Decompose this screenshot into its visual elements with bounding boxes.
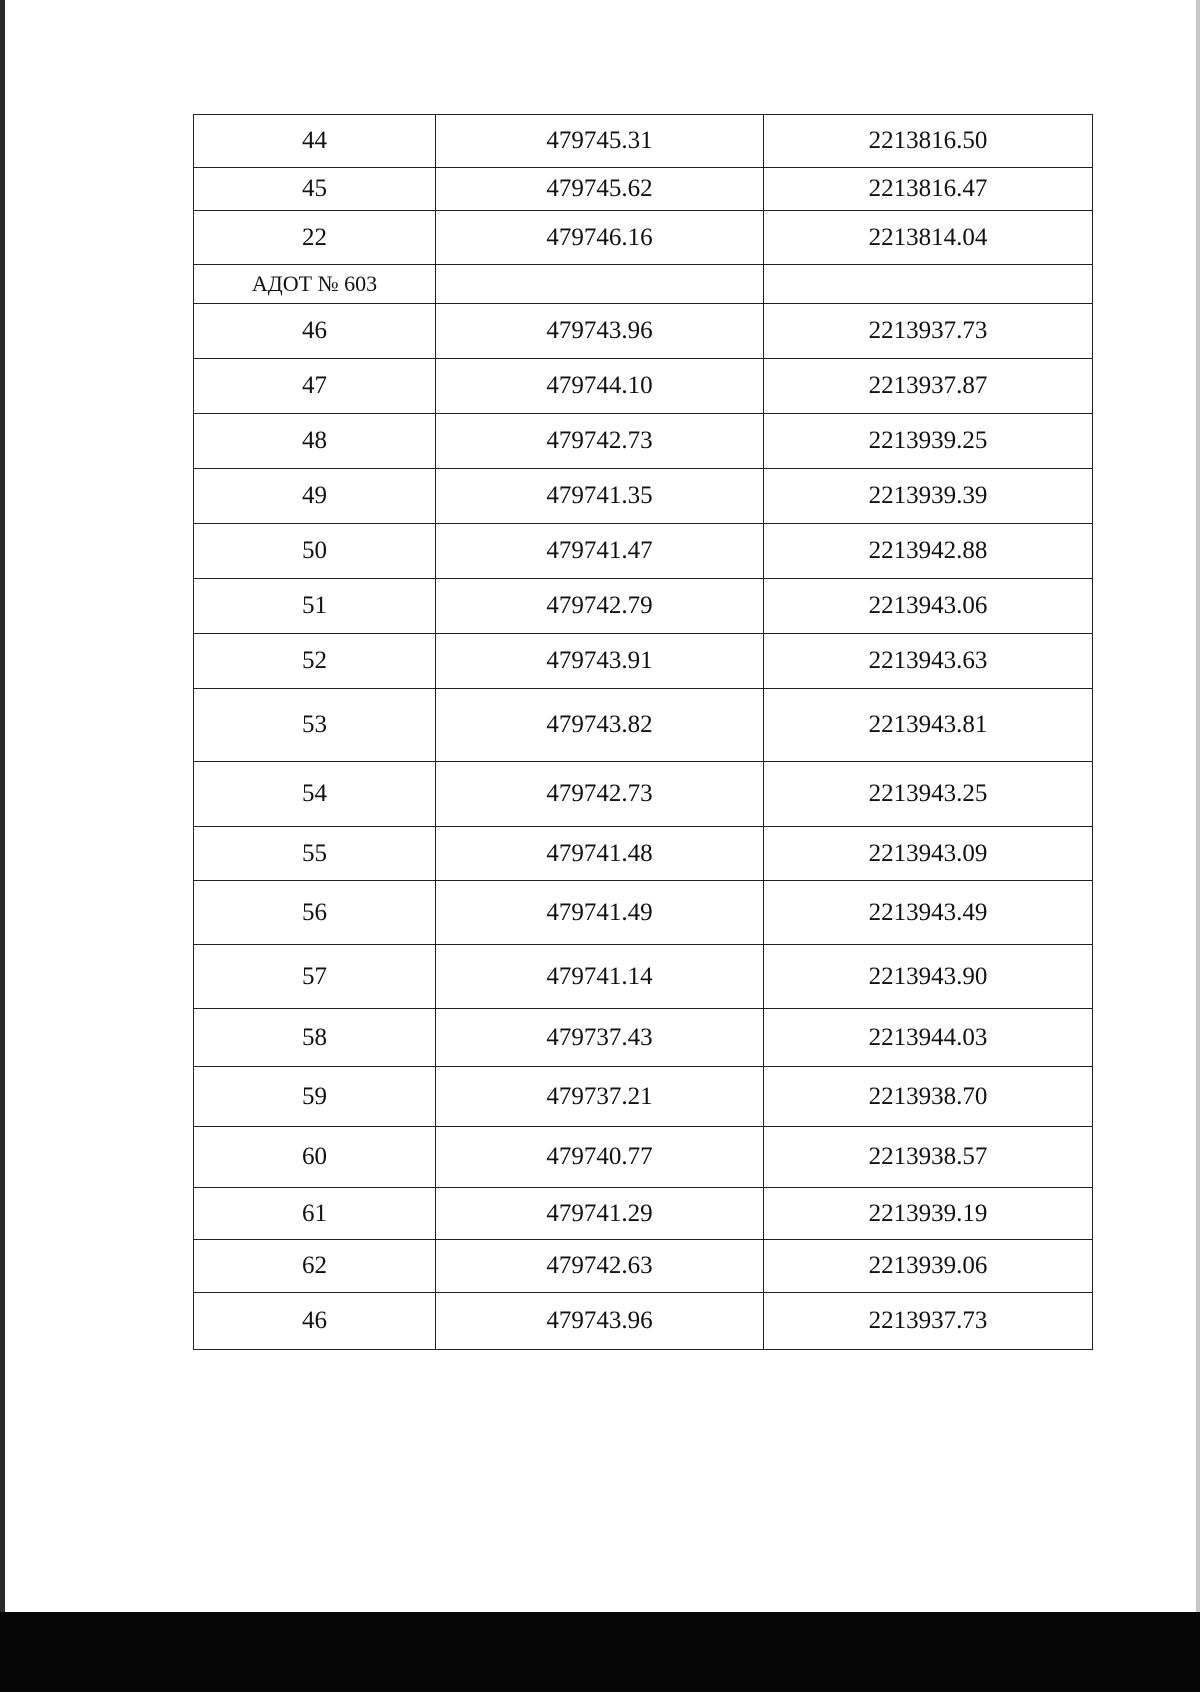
x-coordinate-cell: 479741.47 [436,524,764,579]
table-row [194,579,1093,634]
group-header-row [194,265,1093,304]
point-number-cell: 61 [194,1188,436,1240]
table-row [194,524,1093,579]
y-coordinate-cell: 2213943.63 [764,634,1093,689]
table-row [194,881,1093,945]
point-number-cell: 54 [194,762,436,827]
x-coordinate-cell: 479742.73 [436,762,764,827]
table-row [194,689,1093,762]
table-row [194,359,1093,414]
point-number-cell: 55 [194,827,436,881]
table-row [194,634,1093,689]
y-coordinate-cell: 2213943.25 [764,762,1093,827]
x-coordinate-cell: 479741.29 [436,1188,764,1240]
point-number-cell: 50 [194,524,436,579]
y-coordinate-cell: 2213937.73 [764,1293,1093,1350]
scan-left-edge [0,0,5,1692]
coordinates-table-container [193,114,1092,1350]
table-row [194,1127,1093,1188]
coordinates-table [193,114,1093,1350]
group-label-cell: АДОТ № 603 [194,265,436,304]
point-number-cell: 58 [194,1009,436,1067]
table-row [194,1240,1093,1293]
x-coordinate-cell: 479740.77 [436,1127,764,1188]
x-coordinate-cell: 479741.49 [436,881,764,945]
table-row [194,827,1093,881]
y-coordinate-cell: 2213943.06 [764,579,1093,634]
y-coordinate-cell: 2213944.03 [764,1009,1093,1067]
table-row [194,211,1093,265]
y-coordinate-cell: 2213938.70 [764,1067,1093,1127]
empty-cell [436,265,764,304]
point-number-cell: 53 [194,689,436,762]
table-row [194,115,1093,168]
x-coordinate-cell: 479744.10 [436,359,764,414]
x-coordinate-cell: 479743.96 [436,304,764,359]
y-coordinate-cell: 2213939.39 [764,469,1093,524]
table-row [194,762,1093,827]
table-row [194,1009,1093,1067]
table-row [194,945,1093,1009]
x-coordinate-cell: 479742.63 [436,1240,764,1293]
y-coordinate-cell: 2213939.25 [764,414,1093,469]
point-number-cell: 57 [194,945,436,1009]
point-number-cell: 46 [194,304,436,359]
y-coordinate-cell: 2213943.81 [764,689,1093,762]
scan-right-edge [1196,0,1200,1620]
x-coordinate-cell: 479737.21 [436,1067,764,1127]
y-coordinate-cell: 2213939.19 [764,1188,1093,1240]
x-coordinate-cell: 479742.79 [436,579,764,634]
y-coordinate-cell: 2213943.09 [764,827,1093,881]
x-coordinate-cell: 479741.48 [436,827,764,881]
point-number-cell: 49 [194,469,436,524]
x-coordinate-cell: 479741.14 [436,945,764,1009]
x-coordinate-cell: 479745.31 [436,115,764,168]
table-row [194,469,1093,524]
x-coordinate-cell: 479745.62 [436,168,764,211]
y-coordinate-cell: 2213943.49 [764,881,1093,945]
y-coordinate-cell: 2213943.90 [764,945,1093,1009]
point-number-cell: 48 [194,414,436,469]
point-number-cell: 45 [194,168,436,211]
y-coordinate-cell: 2213942.88 [764,524,1093,579]
table-row [194,1293,1093,1350]
table-row [194,1188,1093,1240]
y-coordinate-cell: 2213937.73 [764,304,1093,359]
x-coordinate-cell: 479743.91 [436,634,764,689]
x-coordinate-cell: 479743.82 [436,689,764,762]
x-coordinate-cell: 479743.96 [436,1293,764,1350]
point-number-cell: 52 [194,634,436,689]
point-number-cell: 44 [194,115,436,168]
point-number-cell: 56 [194,881,436,945]
table-row [194,1067,1093,1127]
y-coordinate-cell: 2213816.50 [764,115,1093,168]
y-coordinate-cell: 2213814.04 [764,211,1093,265]
scan-bottom-band [0,1612,1200,1692]
point-number-cell: 47 [194,359,436,414]
empty-cell [764,265,1093,304]
table-row [194,414,1093,469]
point-number-cell: 46 [194,1293,436,1350]
point-number-cell: 62 [194,1240,436,1293]
y-coordinate-cell: 2213937.87 [764,359,1093,414]
y-coordinate-cell: 2213939.06 [764,1240,1093,1293]
x-coordinate-cell: 479737.43 [436,1009,764,1067]
x-coordinate-cell: 479741.35 [436,469,764,524]
point-number-cell: 22 [194,211,436,265]
point-number-cell: 51 [194,579,436,634]
y-coordinate-cell: 2213816.47 [764,168,1093,211]
y-coordinate-cell: 2213938.57 [764,1127,1093,1188]
x-coordinate-cell: 479746.16 [436,211,764,265]
table-row [194,168,1093,211]
point-number-cell: 59 [194,1067,436,1127]
coordinates-table-body [194,115,1093,1350]
table-row [194,304,1093,359]
point-number-cell: 60 [194,1127,436,1188]
x-coordinate-cell: 479742.73 [436,414,764,469]
